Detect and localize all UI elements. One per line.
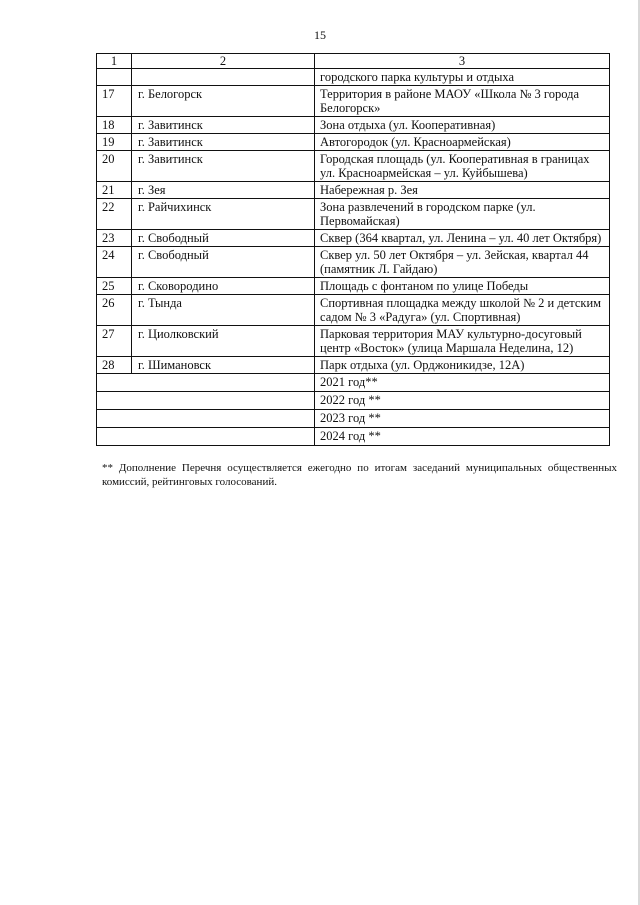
row-number: 23 <box>97 230 132 247</box>
table-row <box>97 86 610 117</box>
row-description: Набережная р. Зея <box>315 182 610 199</box>
row-description: Зона отдыха (ул. Кооперативная) <box>315 117 610 134</box>
row-city: г. Райчихинск <box>132 199 315 230</box>
row-number: 20 <box>97 151 132 182</box>
table-row <box>97 247 610 278</box>
table-row <box>97 199 610 230</box>
year-label: 2023 год ** <box>315 410 610 428</box>
territory-table <box>96 53 610 446</box>
row-description: Сквер (364 квартал, ул. Ленина – ул. 40 лет Октября) <box>315 230 610 247</box>
header-col-3: 3 <box>315 54 610 69</box>
row-description: Площадь с фонтаном по улице Победы <box>315 278 610 295</box>
row-number: 19 <box>97 134 132 151</box>
row-number: 22 <box>97 199 132 230</box>
row-city: г. Циолковский <box>132 326 315 357</box>
year-row <box>97 374 610 392</box>
row-number: 25 <box>97 278 132 295</box>
row-city: г. Завитинск <box>132 134 315 151</box>
row-city: г. Завитинск <box>132 117 315 134</box>
year-row-blank <box>97 392 315 410</box>
row-city: г. Тында <box>132 295 315 326</box>
table-row <box>97 134 610 151</box>
row-city: г. Свободный <box>132 230 315 247</box>
table-header-row <box>97 54 610 69</box>
year-row <box>97 392 610 410</box>
row-city: г. Сковородино <box>132 278 315 295</box>
year-row-blank <box>97 410 315 428</box>
table-row <box>97 278 610 295</box>
table-row <box>97 117 610 134</box>
row-city: г. Завитинск <box>132 151 315 182</box>
header-col-1: 1 <box>97 54 132 69</box>
row-city: г. Свободный <box>132 247 315 278</box>
year-row <box>97 428 610 446</box>
year-row <box>97 410 610 428</box>
row-number: 18 <box>97 117 132 134</box>
row-city: г. Зея <box>132 182 315 199</box>
header-col-2: 2 <box>132 54 315 69</box>
table-row <box>97 230 610 247</box>
table-row <box>97 295 610 326</box>
year-label: 2024 год ** <box>315 428 610 446</box>
table-row-continuation <box>97 69 610 86</box>
row-number <box>97 69 132 86</box>
row-number: 17 <box>97 86 132 117</box>
row-city <box>132 69 315 86</box>
row-city: г. Шимановск <box>132 357 315 374</box>
row-description: Парковая территория МАУ культурно-досуговый центр «Восток» (улица Маршала Неделина, 12) <box>315 326 610 357</box>
year-row-blank <box>97 428 315 446</box>
year-label: 2022 год ** <box>315 392 610 410</box>
page-number: 15 <box>314 28 326 42</box>
row-description: Сквер ул. 50 лет Октября – ул. Зейская, квартал 44 (памятник Л. Гайдаю) <box>315 247 610 278</box>
row-number: 27 <box>97 326 132 357</box>
row-city: г. Белогорск <box>132 86 315 117</box>
row-description: Территория в районе МАОУ «Школа № 3 города Белогорск» <box>315 86 610 117</box>
year-label: 2021 год** <box>315 374 610 392</box>
row-description: городского парка культуры и отдыха <box>315 69 610 86</box>
row-description: Зона развлечений в городском парке (ул. Первомайская) <box>315 199 610 230</box>
table-row <box>97 182 610 199</box>
table-row <box>97 151 610 182</box>
row-number: 21 <box>97 182 132 199</box>
row-number: 26 <box>97 295 132 326</box>
row-description: Автогородок (ул. Красноармейская) <box>315 134 610 151</box>
year-row-blank <box>97 374 315 392</box>
table-row <box>97 357 610 374</box>
row-description: Городская площадь (ул. Кооперативная в границах ул. Красноармейская – ул. Куйбышева) <box>315 151 610 182</box>
row-number: 28 <box>97 357 132 374</box>
row-number: 24 <box>97 247 132 278</box>
table-row <box>97 326 610 357</box>
row-description: Парк отдыха (ул. Орджоникидзе, 12А) <box>315 357 610 374</box>
row-description: Спортивная площадка между школой № 2 и детским садом № 3 «Радуга» (ул. Спортивная) <box>315 295 610 326</box>
footnote: ** Дополнение Перечня осуществляется ежегодно по итогам заседаний муниципальных общественных комиссий, рейтинговых голосований. <box>102 462 617 488</box>
